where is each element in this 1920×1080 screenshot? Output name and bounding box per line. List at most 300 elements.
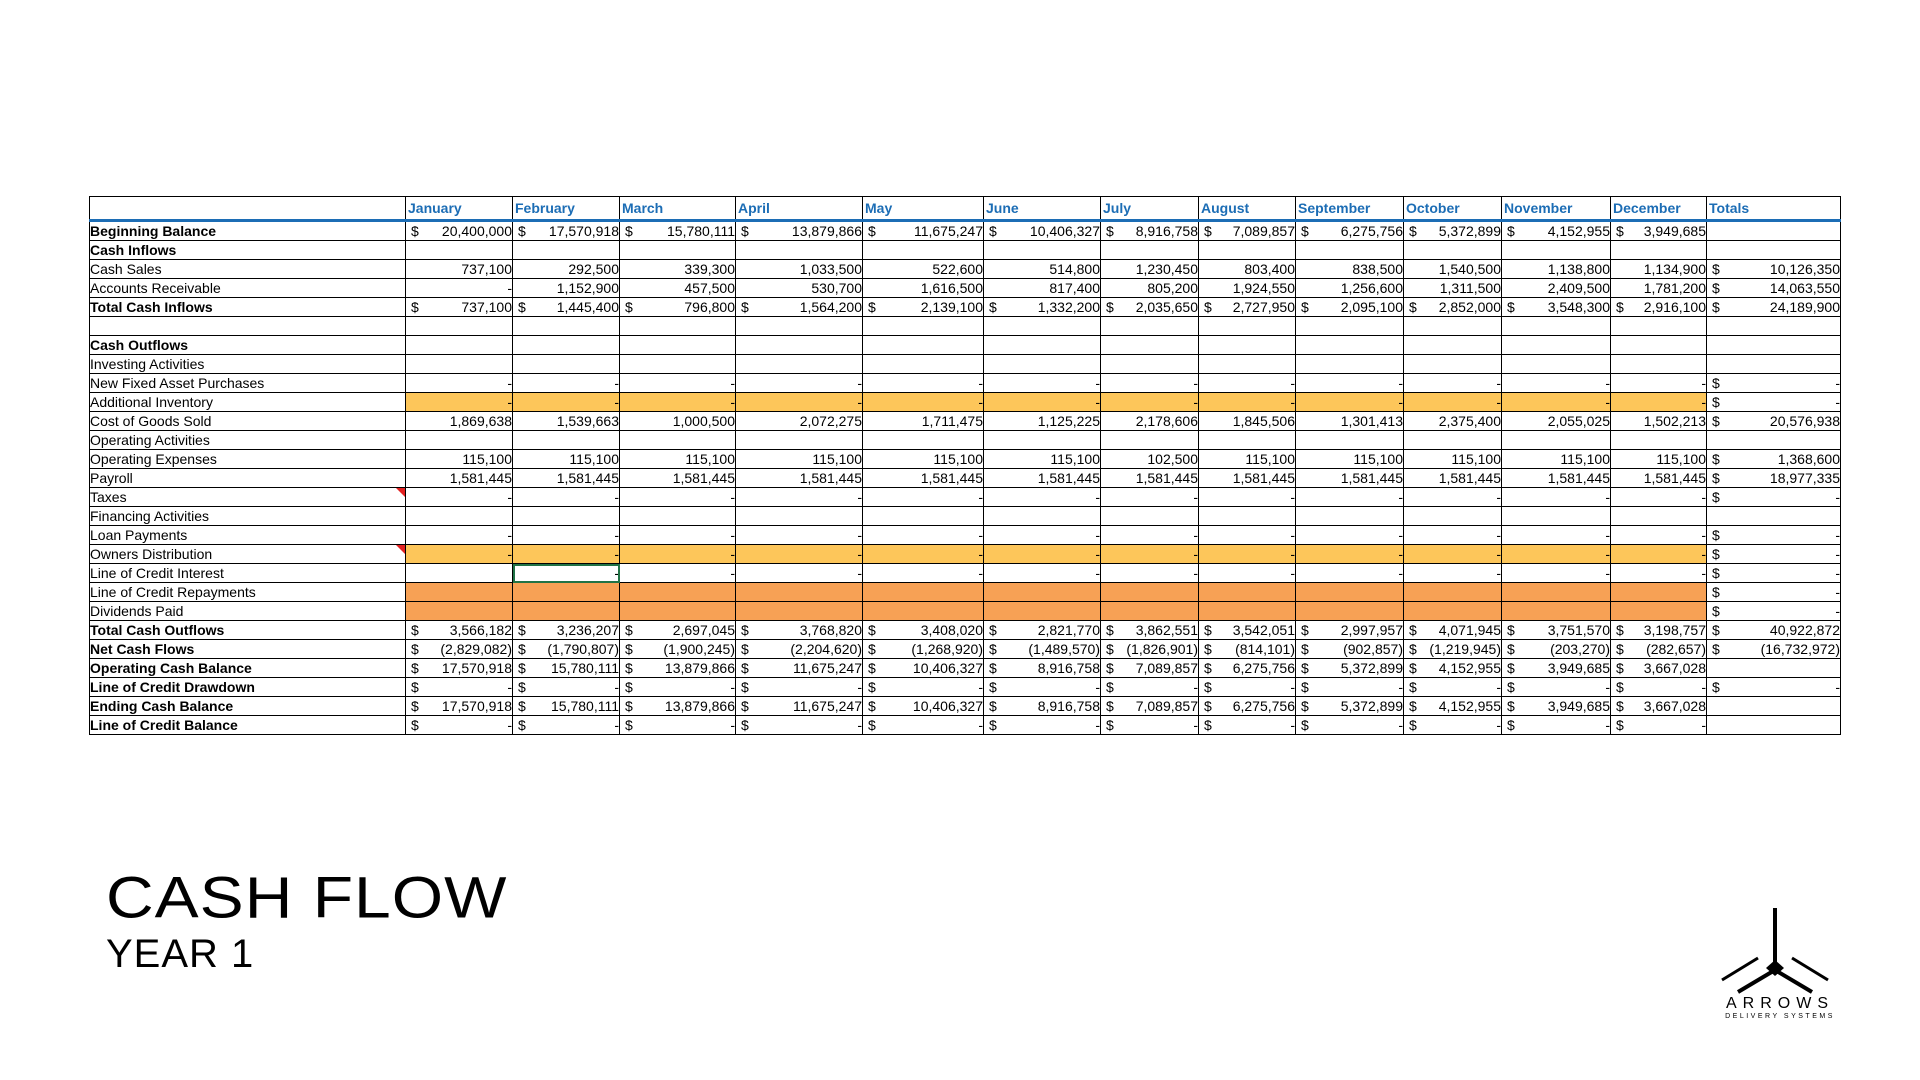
month-cell[interactable]: - xyxy=(620,526,736,545)
month-cell[interactable]: - xyxy=(736,393,863,412)
month-cell[interactable]: $ 2,916,100 xyxy=(1611,298,1707,317)
month-cell[interactable]: - xyxy=(1404,374,1502,393)
column-header[interactable]: October xyxy=(1404,197,1502,221)
month-cell[interactable]: 115,100 xyxy=(1502,450,1611,469)
month-cell[interactable] xyxy=(1502,431,1611,450)
month-cell[interactable]: $ 4,152,955 xyxy=(1404,659,1502,678)
month-cell[interactable] xyxy=(1611,241,1707,260)
month-cell[interactable]: $ 6,275,756 xyxy=(1296,221,1404,241)
month-cell[interactable]: $ - xyxy=(513,678,620,697)
month-cell[interactable]: - xyxy=(1101,393,1199,412)
month-cell[interactable] xyxy=(863,431,984,450)
month-cell[interactable]: $ 2,697,045 xyxy=(620,621,736,640)
total-cell[interactable]: $ (16,732,972) xyxy=(1707,640,1841,659)
month-cell[interactable]: $ 1,564,200 xyxy=(736,298,863,317)
month-cell[interactable]: - xyxy=(1296,374,1404,393)
month-cell[interactable]: $ - xyxy=(1296,678,1404,697)
month-cell[interactable]: - xyxy=(1404,564,1502,583)
month-cell[interactable]: - xyxy=(984,488,1101,507)
month-cell[interactable]: $ - xyxy=(1101,678,1199,697)
month-cell[interactable]: - xyxy=(1502,488,1611,507)
month-cell[interactable]: $ 3,542,051 xyxy=(1199,621,1296,640)
month-cell[interactable] xyxy=(620,317,736,336)
month-cell[interactable]: 1,924,550 xyxy=(1199,279,1296,298)
month-cell[interactable]: - xyxy=(984,564,1101,583)
month-cell[interactable]: - xyxy=(863,545,984,564)
total-cell[interactable] xyxy=(1707,241,1841,260)
month-cell[interactable]: - xyxy=(863,374,984,393)
row-label[interactable]: Total Cash Outflows xyxy=(90,621,406,640)
total-cell[interactable]: $ - xyxy=(1707,564,1841,583)
month-cell[interactable]: 1,134,900 xyxy=(1611,260,1707,279)
month-cell[interactable]: $ 3,236,207 xyxy=(513,621,620,640)
month-cell[interactable]: 1,581,445 xyxy=(1296,469,1404,488)
month-cell[interactable] xyxy=(1502,241,1611,260)
month-cell[interactable]: 1,711,475 xyxy=(863,412,984,431)
month-cell[interactable]: $ 11,675,247 xyxy=(736,659,863,678)
month-cell[interactable]: $ 13,879,866 xyxy=(620,697,736,716)
month-cell[interactable]: - xyxy=(863,526,984,545)
month-cell[interactable]: - xyxy=(1199,545,1296,564)
row-label[interactable]: Cost of Goods Sold xyxy=(90,412,406,431)
month-cell[interactable]: 1,581,445 xyxy=(736,469,863,488)
month-cell[interactable]: 1,138,800 xyxy=(1502,260,1611,279)
month-cell[interactable]: 1,581,445 xyxy=(863,469,984,488)
month-cell[interactable]: 1,539,663 xyxy=(513,412,620,431)
column-header[interactable]: July xyxy=(1101,197,1199,221)
month-cell[interactable] xyxy=(1101,336,1199,355)
month-cell[interactable]: - xyxy=(513,526,620,545)
month-cell[interactable]: 1,256,600 xyxy=(1296,279,1404,298)
total-cell[interactable]: $ - xyxy=(1707,393,1841,412)
month-cell[interactable]: 2,055,025 xyxy=(1502,412,1611,431)
row-label[interactable]: Cash Inflows xyxy=(90,241,406,260)
month-cell[interactable]: - xyxy=(1611,526,1707,545)
month-cell[interactable] xyxy=(984,355,1101,374)
month-cell[interactable]: 115,100 xyxy=(513,450,620,469)
row-label[interactable]: Financing Activities xyxy=(90,507,406,526)
month-cell[interactable] xyxy=(406,602,513,621)
month-cell[interactable] xyxy=(1199,241,1296,260)
month-cell[interactable] xyxy=(984,602,1101,621)
month-cell[interactable]: - xyxy=(1611,488,1707,507)
column-header[interactable]: August xyxy=(1199,197,1296,221)
month-cell[interactable]: $ 2,821,770 xyxy=(984,621,1101,640)
month-cell[interactable]: $ (1,219,945) xyxy=(1404,640,1502,659)
month-cell[interactable]: 2,409,500 xyxy=(1502,279,1611,298)
month-cell[interactable]: $ - xyxy=(1296,716,1404,735)
month-cell[interactable] xyxy=(620,336,736,355)
month-cell[interactable] xyxy=(1611,431,1707,450)
month-cell[interactable] xyxy=(1502,602,1611,621)
month-cell[interactable] xyxy=(1404,336,1502,355)
month-cell[interactable]: 805,200 xyxy=(1101,279,1199,298)
month-cell[interactable]: 115,100 xyxy=(1611,450,1707,469)
column-header[interactable]: December xyxy=(1611,197,1707,221)
total-cell[interactable]: $ - xyxy=(1707,678,1841,697)
month-cell[interactable] xyxy=(620,431,736,450)
month-cell[interactable]: 1,616,500 xyxy=(863,279,984,298)
month-cell[interactable]: 737,100 xyxy=(406,260,513,279)
row-label[interactable]: Owners Distribution xyxy=(90,545,406,564)
month-cell[interactable]: - xyxy=(406,374,513,393)
total-cell[interactable] xyxy=(1707,336,1841,355)
month-cell[interactable] xyxy=(736,431,863,450)
month-cell[interactable]: - xyxy=(1101,488,1199,507)
total-cell[interactable]: $ - xyxy=(1707,374,1841,393)
month-cell[interactable] xyxy=(984,583,1101,602)
month-cell[interactable]: 115,100 xyxy=(1296,450,1404,469)
month-cell[interactable] xyxy=(1404,583,1502,602)
month-cell[interactable]: $ 4,152,955 xyxy=(1404,697,1502,716)
month-cell[interactable]: - xyxy=(984,393,1101,412)
month-cell[interactable]: 1,581,445 xyxy=(513,469,620,488)
month-cell[interactable] xyxy=(736,507,863,526)
month-cell[interactable] xyxy=(984,336,1101,355)
total-cell[interactable]: $ 14,063,550 xyxy=(1707,279,1841,298)
month-cell[interactable] xyxy=(1296,507,1404,526)
month-cell[interactable] xyxy=(620,241,736,260)
month-cell[interactable]: - xyxy=(1404,526,1502,545)
month-cell[interactable] xyxy=(1404,241,1502,260)
month-cell[interactable]: 339,300 xyxy=(620,260,736,279)
row-label[interactable]: Taxes xyxy=(90,488,406,507)
month-cell[interactable] xyxy=(1611,583,1707,602)
month-cell[interactable]: $ (1,900,245) xyxy=(620,640,736,659)
month-cell[interactable]: - xyxy=(406,545,513,564)
total-cell[interactable]: $ 20,576,938 xyxy=(1707,412,1841,431)
month-cell[interactable] xyxy=(513,507,620,526)
month-cell[interactable]: $ 8,916,758 xyxy=(984,659,1101,678)
month-cell[interactable]: - xyxy=(1611,374,1707,393)
month-cell[interactable]: - xyxy=(1404,545,1502,564)
month-cell[interactable] xyxy=(513,336,620,355)
month-cell[interactable]: $ - xyxy=(863,678,984,697)
month-cell[interactable] xyxy=(1404,355,1502,374)
month-cell[interactable]: $ 3,548,300 xyxy=(1502,298,1611,317)
month-cell[interactable]: - xyxy=(1502,526,1611,545)
month-cell[interactable] xyxy=(406,336,513,355)
total-cell[interactable]: $ 24,189,900 xyxy=(1707,298,1841,317)
month-cell[interactable]: $ 4,152,955 xyxy=(1502,221,1611,241)
row-label[interactable]: Net Cash Flows xyxy=(90,640,406,659)
month-cell[interactable]: $ (2,829,082) xyxy=(406,640,513,659)
row-label[interactable]: Accounts Receivable xyxy=(90,279,406,298)
month-cell[interactable] xyxy=(406,507,513,526)
month-cell[interactable]: $ (282,657) xyxy=(1611,640,1707,659)
row-label[interactable]: Operating Cash Balance xyxy=(90,659,406,678)
month-cell[interactable]: - xyxy=(984,526,1101,545)
month-cell[interactable]: $ - xyxy=(406,678,513,697)
month-cell[interactable]: 838,500 xyxy=(1296,260,1404,279)
month-cell[interactable]: 2,072,275 xyxy=(736,412,863,431)
month-cell[interactable] xyxy=(863,583,984,602)
column-header[interactable]: March xyxy=(620,197,736,221)
month-cell[interactable] xyxy=(1611,602,1707,621)
total-cell[interactable] xyxy=(1707,431,1841,450)
month-cell[interactable]: $ - xyxy=(1404,678,1502,697)
month-cell[interactable]: - xyxy=(406,279,513,298)
month-cell[interactable] xyxy=(984,317,1101,336)
total-cell[interactable]: $ 10,126,350 xyxy=(1707,260,1841,279)
month-cell[interactable] xyxy=(863,602,984,621)
month-cell[interactable]: - xyxy=(513,545,620,564)
month-cell[interactable]: 115,100 xyxy=(736,450,863,469)
month-cell[interactable] xyxy=(620,355,736,374)
row-label[interactable]: Line of Credit Repayments xyxy=(90,583,406,602)
month-cell[interactable]: - xyxy=(513,564,620,583)
month-cell[interactable]: - xyxy=(406,393,513,412)
month-cell[interactable]: - xyxy=(406,488,513,507)
month-cell[interactable]: $ 1,332,200 xyxy=(984,298,1101,317)
month-cell[interactable]: $ 6,275,756 xyxy=(1199,697,1296,716)
month-cell[interactable]: $ 2,095,100 xyxy=(1296,298,1404,317)
row-label[interactable]: New Fixed Asset Purchases xyxy=(90,374,406,393)
row-label[interactable]: Cash Sales xyxy=(90,260,406,279)
month-cell[interactable] xyxy=(513,355,620,374)
row-label[interactable]: Investing Activities xyxy=(90,355,406,374)
row-label[interactable]: Beginning Balance xyxy=(90,221,406,241)
month-cell[interactable]: 1,845,506 xyxy=(1199,412,1296,431)
month-cell[interactable]: $ 2,035,650 xyxy=(1101,298,1199,317)
month-cell[interactable]: $ 7,089,857 xyxy=(1199,221,1296,241)
month-cell[interactable]: 1,581,445 xyxy=(406,469,513,488)
row-label[interactable]: Operating Activities xyxy=(90,431,406,450)
month-cell[interactable] xyxy=(863,241,984,260)
month-cell[interactable]: $ 2,852,000 xyxy=(1404,298,1502,317)
month-cell[interactable] xyxy=(1296,336,1404,355)
month-cell[interactable]: $ 15,780,111 xyxy=(513,697,620,716)
month-cell[interactable]: $ 3,566,182 xyxy=(406,621,513,640)
total-cell[interactable]: $ 40,922,872 xyxy=(1707,621,1841,640)
month-cell[interactable]: $ 3,667,028 xyxy=(1611,697,1707,716)
total-cell[interactable] xyxy=(1707,659,1841,678)
month-cell[interactable] xyxy=(406,241,513,260)
month-cell[interactable] xyxy=(620,507,736,526)
month-cell[interactable] xyxy=(1296,602,1404,621)
month-cell[interactable]: $ 13,879,866 xyxy=(620,659,736,678)
month-cell[interactable]: $ 2,139,100 xyxy=(863,298,984,317)
month-cell[interactable] xyxy=(863,355,984,374)
month-cell[interactable]: 1,000,500 xyxy=(620,412,736,431)
month-cell[interactable] xyxy=(1296,317,1404,336)
month-cell[interactable] xyxy=(1502,317,1611,336)
total-cell[interactable] xyxy=(1707,507,1841,526)
month-cell[interactable]: 817,400 xyxy=(984,279,1101,298)
month-cell[interactable] xyxy=(1101,507,1199,526)
month-cell[interactable] xyxy=(863,336,984,355)
month-cell[interactable] xyxy=(1502,336,1611,355)
month-cell[interactable]: - xyxy=(1502,374,1611,393)
month-cell[interactable]: - xyxy=(736,545,863,564)
month-cell[interactable]: 1,301,413 xyxy=(1296,412,1404,431)
month-cell[interactable]: 115,100 xyxy=(620,450,736,469)
month-cell[interactable] xyxy=(1101,241,1199,260)
month-cell[interactable]: $ 3,198,757 xyxy=(1611,621,1707,640)
month-cell[interactable] xyxy=(406,431,513,450)
month-cell[interactable] xyxy=(406,564,513,583)
month-cell[interactable] xyxy=(736,583,863,602)
month-cell[interactable]: 115,100 xyxy=(1199,450,1296,469)
month-cell[interactable] xyxy=(984,431,1101,450)
month-cell[interactable]: $ (1,489,570) xyxy=(984,640,1101,659)
month-cell[interactable] xyxy=(1199,583,1296,602)
month-cell[interactable] xyxy=(1502,355,1611,374)
month-cell[interactable]: - xyxy=(1502,564,1611,583)
month-cell[interactable] xyxy=(1199,507,1296,526)
month-cell[interactable]: - xyxy=(1611,393,1707,412)
total-cell[interactable] xyxy=(1707,355,1841,374)
month-cell[interactable]: $ (902,857) xyxy=(1296,640,1404,659)
month-cell[interactable]: $ 15,780,111 xyxy=(513,659,620,678)
row-label[interactable] xyxy=(90,317,406,336)
month-cell[interactable]: $ 8,916,758 xyxy=(984,697,1101,716)
month-cell[interactable] xyxy=(863,317,984,336)
month-cell[interactable]: $ 10,406,327 xyxy=(984,221,1101,241)
month-cell[interactable]: - xyxy=(1296,526,1404,545)
month-cell[interactable]: 1,581,445 xyxy=(1404,469,1502,488)
month-cell[interactable]: 115,100 xyxy=(863,450,984,469)
month-cell[interactable]: - xyxy=(736,488,863,507)
row-label[interactable]: Loan Payments xyxy=(90,526,406,545)
month-cell[interactable]: $ 2,727,950 xyxy=(1199,298,1296,317)
total-cell[interactable] xyxy=(1707,697,1841,716)
month-cell[interactable]: 1,581,445 xyxy=(1199,469,1296,488)
month-cell[interactable]: - xyxy=(1101,545,1199,564)
month-cell[interactable]: - xyxy=(984,545,1101,564)
month-cell[interactable]: - xyxy=(1101,374,1199,393)
month-cell[interactable] xyxy=(406,355,513,374)
month-cell[interactable]: - xyxy=(1611,564,1707,583)
month-cell[interactable]: $ 737,100 xyxy=(406,298,513,317)
month-cell[interactable]: $ 20,400,000 xyxy=(406,221,513,241)
total-cell[interactable]: $ - xyxy=(1707,526,1841,545)
month-cell[interactable] xyxy=(736,602,863,621)
month-cell[interactable]: 292,500 xyxy=(513,260,620,279)
month-cell[interactable] xyxy=(620,602,736,621)
row-label[interactable]: Payroll xyxy=(90,469,406,488)
month-cell[interactable]: $ - xyxy=(1611,716,1707,735)
month-cell[interactable]: $ 4,071,945 xyxy=(1404,621,1502,640)
month-cell[interactable] xyxy=(1296,241,1404,260)
month-cell[interactable]: $ 7,089,857 xyxy=(1101,659,1199,678)
month-cell[interactable] xyxy=(1296,355,1404,374)
month-cell[interactable] xyxy=(1502,583,1611,602)
month-cell[interactable]: 1,781,200 xyxy=(1611,279,1707,298)
month-cell[interactable]: - xyxy=(1199,526,1296,545)
month-cell[interactable]: 2,178,606 xyxy=(1101,412,1199,431)
month-cell[interactable]: $ 15,780,111 xyxy=(620,221,736,241)
month-cell[interactable]: $ 5,372,899 xyxy=(1296,659,1404,678)
month-cell[interactable]: 1,311,500 xyxy=(1404,279,1502,298)
month-cell[interactable]: 530,700 xyxy=(736,279,863,298)
month-cell[interactable]: - xyxy=(1502,545,1611,564)
month-cell[interactable]: 803,400 xyxy=(1199,260,1296,279)
month-cell[interactable]: - xyxy=(736,526,863,545)
month-cell[interactable]: - xyxy=(863,564,984,583)
month-cell[interactable] xyxy=(736,241,863,260)
header-corner[interactable] xyxy=(90,197,406,221)
total-cell[interactable]: $ - xyxy=(1707,602,1841,621)
column-header[interactable]: June xyxy=(984,197,1101,221)
month-cell[interactable]: - xyxy=(620,374,736,393)
month-cell[interactable] xyxy=(1101,317,1199,336)
total-cell[interactable]: $ 18,977,335 xyxy=(1707,469,1841,488)
month-cell[interactable]: $ - xyxy=(620,678,736,697)
month-cell[interactable]: $ - xyxy=(863,716,984,735)
column-header[interactable]: February xyxy=(513,197,620,221)
month-cell[interactable]: $ - xyxy=(736,678,863,697)
month-cell[interactable]: - xyxy=(406,526,513,545)
month-cell[interactable] xyxy=(1101,355,1199,374)
month-cell[interactable]: $ 3,862,551 xyxy=(1101,621,1199,640)
month-cell[interactable]: $ - xyxy=(736,716,863,735)
month-cell[interactable]: - xyxy=(1296,545,1404,564)
month-cell[interactable] xyxy=(513,602,620,621)
month-cell[interactable]: - xyxy=(1296,393,1404,412)
month-cell[interactable]: $ (814,101) xyxy=(1199,640,1296,659)
month-cell[interactable]: 1,581,445 xyxy=(1101,469,1199,488)
month-cell[interactable]: $ 17,570,918 xyxy=(406,659,513,678)
month-cell[interactable] xyxy=(1101,602,1199,621)
month-cell[interactable] xyxy=(1404,507,1502,526)
month-cell[interactable]: 1,581,445 xyxy=(620,469,736,488)
month-cell[interactable]: $ 11,675,247 xyxy=(736,697,863,716)
row-label[interactable]: Dividends Paid xyxy=(90,602,406,621)
month-cell[interactable]: $ 3,768,820 xyxy=(736,621,863,640)
month-cell[interactable]: $ - xyxy=(1502,678,1611,697)
month-cell[interactable]: $ (203,270) xyxy=(1502,640,1611,659)
month-cell[interactable] xyxy=(984,507,1101,526)
month-cell[interactable]: - xyxy=(620,488,736,507)
month-cell[interactable]: 1,033,500 xyxy=(736,260,863,279)
row-label[interactable]: Cash Outflows xyxy=(90,336,406,355)
month-cell[interactable] xyxy=(1101,431,1199,450)
month-cell[interactable] xyxy=(513,431,620,450)
month-cell[interactable]: $ 10,406,327 xyxy=(863,697,984,716)
month-cell[interactable] xyxy=(1404,602,1502,621)
month-cell[interactable]: - xyxy=(620,564,736,583)
month-cell[interactable]: $ - xyxy=(1404,716,1502,735)
month-cell[interactable]: $ 17,570,918 xyxy=(513,221,620,241)
month-cell[interactable]: - xyxy=(1199,393,1296,412)
month-cell[interactable] xyxy=(1611,336,1707,355)
month-cell[interactable]: - xyxy=(1502,393,1611,412)
month-cell[interactable]: - xyxy=(620,545,736,564)
total-cell[interactable] xyxy=(1707,317,1841,336)
month-cell[interactable]: $ 3,949,685 xyxy=(1502,697,1611,716)
month-cell[interactable]: 1,869,638 xyxy=(406,412,513,431)
month-cell[interactable]: $ 17,570,918 xyxy=(406,697,513,716)
month-cell[interactable]: $ (1,790,807) xyxy=(513,640,620,659)
month-cell[interactable]: $ - xyxy=(1199,716,1296,735)
month-cell[interactable]: - xyxy=(513,374,620,393)
month-cell[interactable]: - xyxy=(736,374,863,393)
month-cell[interactable] xyxy=(513,583,620,602)
month-cell[interactable]: $ 1,445,400 xyxy=(513,298,620,317)
month-cell[interactable]: $ 7,089,857 xyxy=(1101,697,1199,716)
month-cell[interactable]: $ 13,879,866 xyxy=(736,221,863,241)
row-label[interactable]: Line of Credit Interest xyxy=(90,564,406,583)
total-cell[interactable]: $ - xyxy=(1707,545,1841,564)
month-cell[interactable]: - xyxy=(1101,526,1199,545)
month-cell[interactable] xyxy=(1101,583,1199,602)
month-cell[interactable]: - xyxy=(1296,564,1404,583)
month-cell[interactable]: $ - xyxy=(620,716,736,735)
month-cell[interactable]: $ 3,408,020 xyxy=(863,621,984,640)
month-cell[interactable]: - xyxy=(1611,545,1707,564)
month-cell[interactable]: $ 10,406,327 xyxy=(863,659,984,678)
